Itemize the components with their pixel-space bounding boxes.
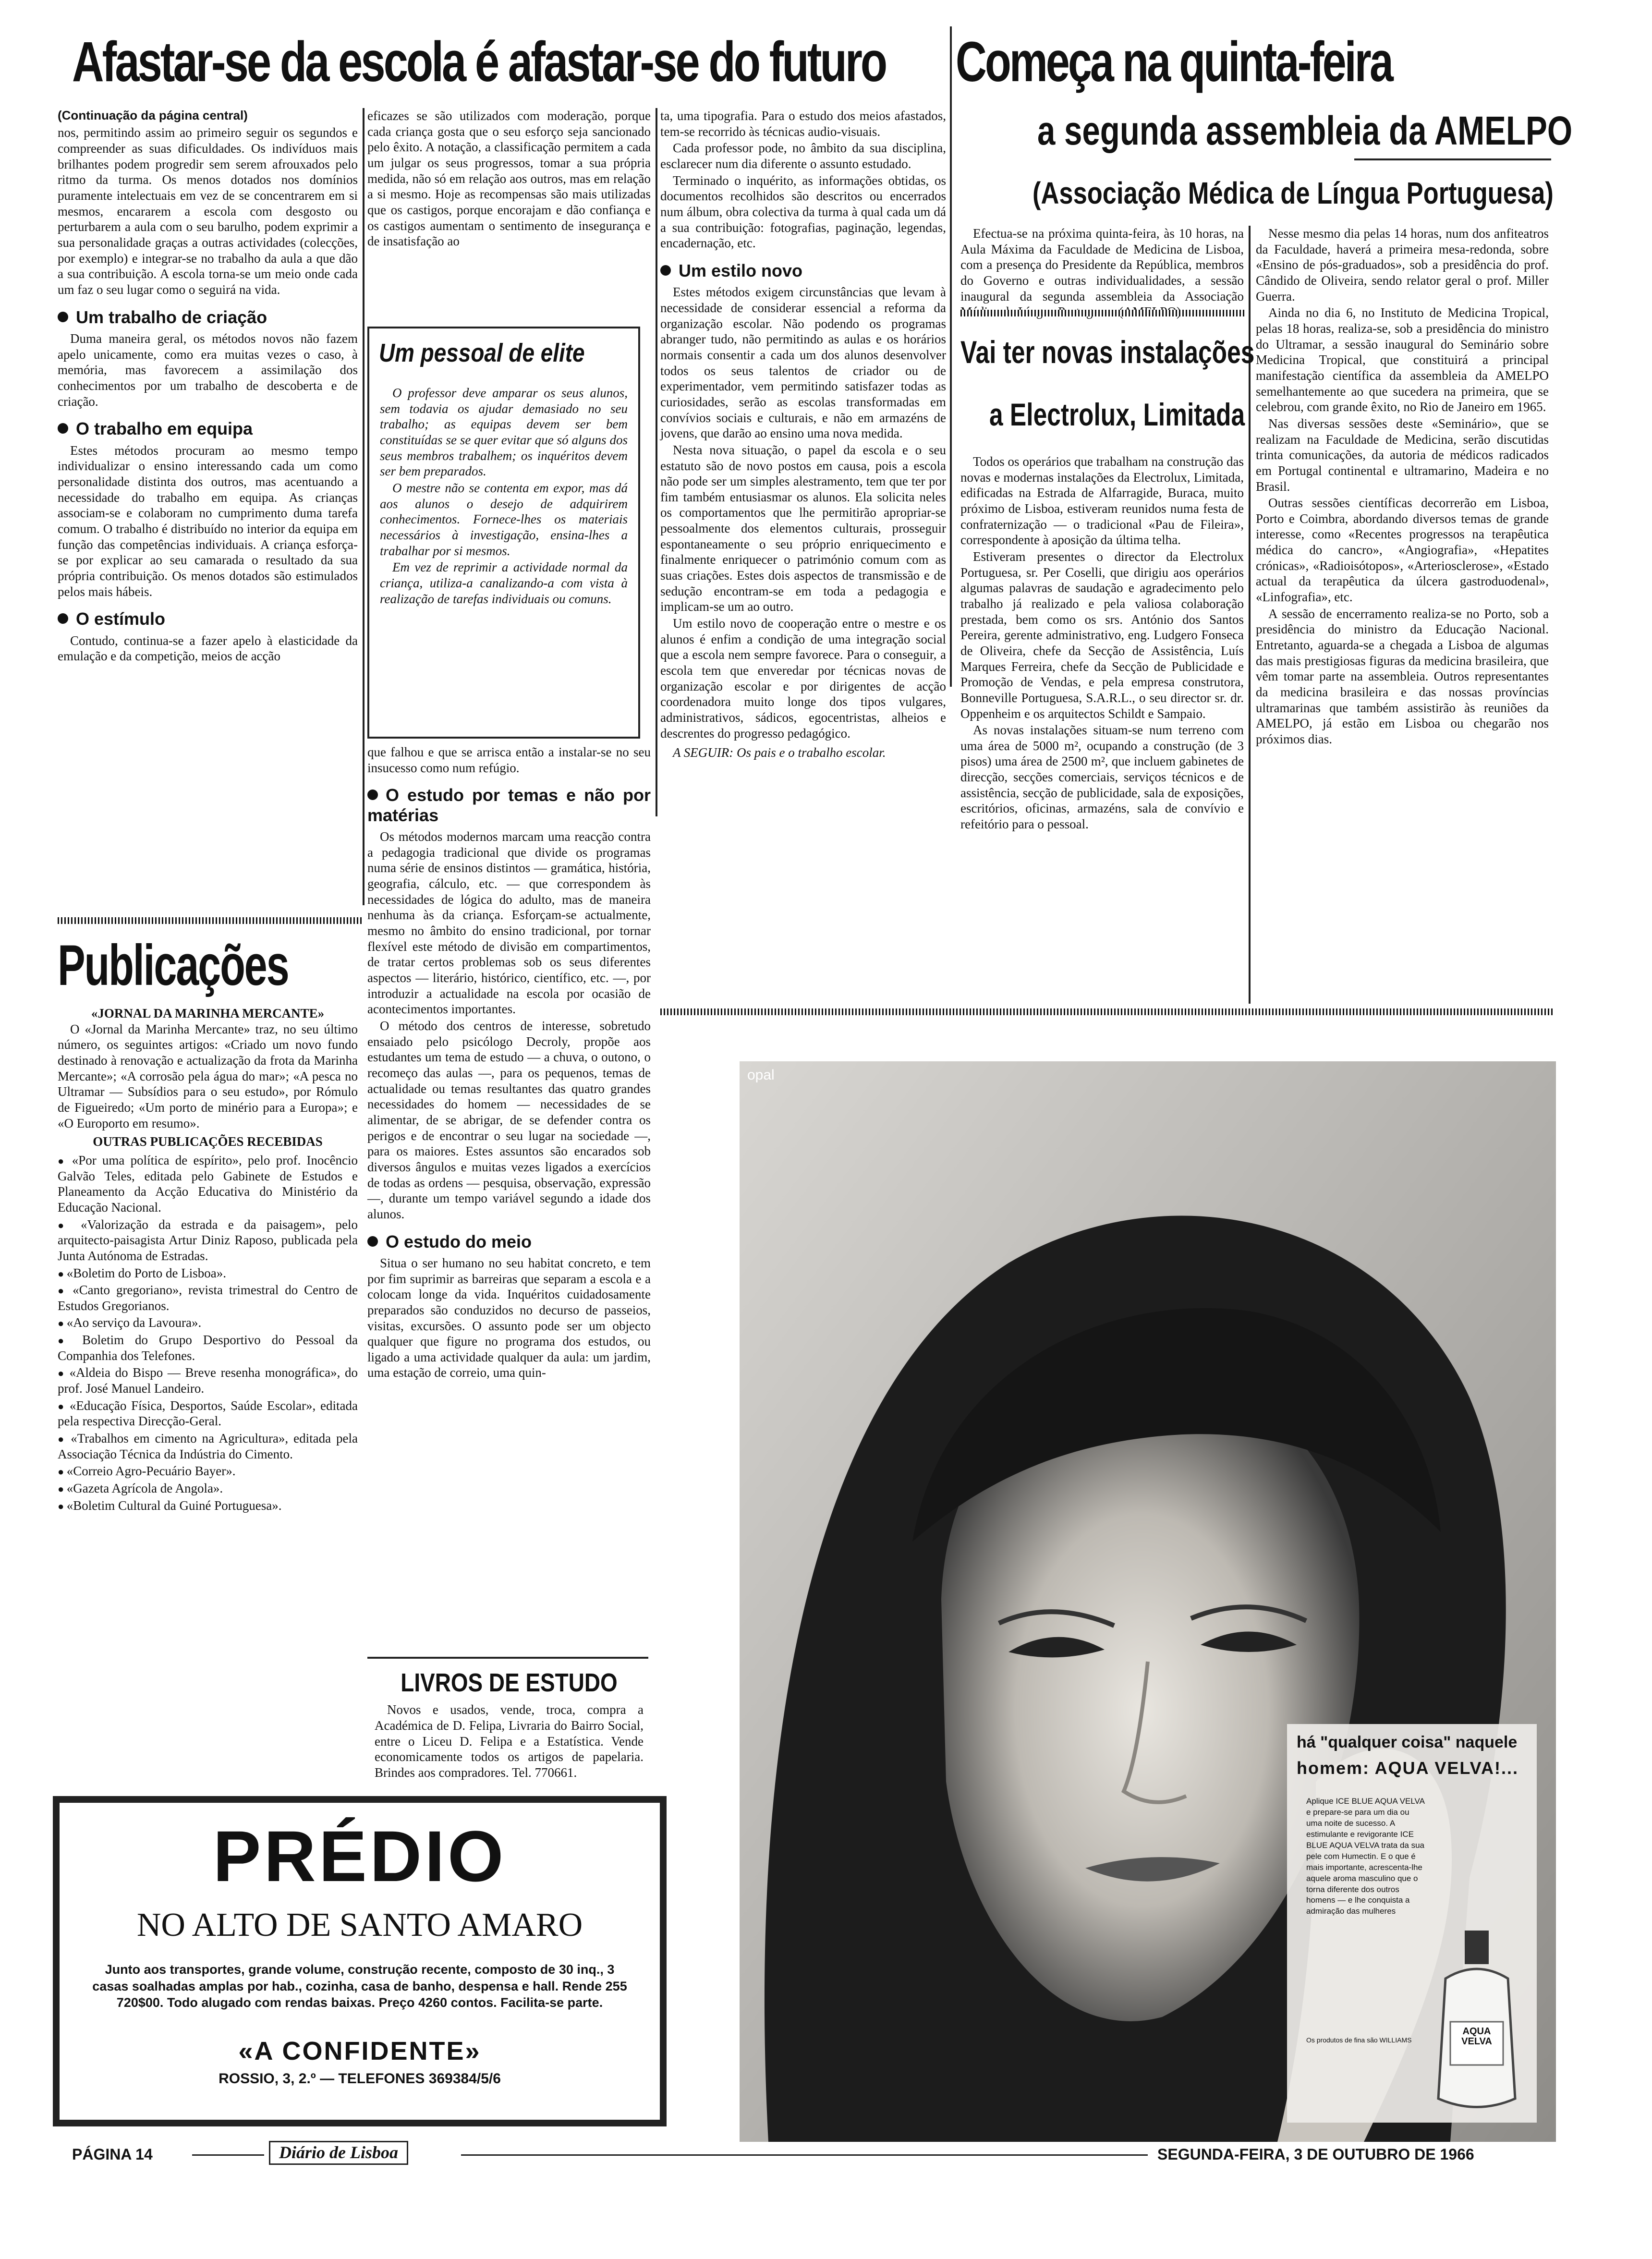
headline-left: Afastar-se da escola é afastar-se do futuro: [72, 30, 886, 94]
list-item: ● «Por uma política de espírito», pelo prof. Inocêncio Galvão Teles, editada pelo Gabinete de Estudos e Planeamento da Acção Educativa do Ministério da Educação Nacional.: [58, 1153, 358, 1215]
ad-body: Aplique ICE BLUE AQUA VELVA e prepare-se para um dia ou uma noite de sucesso. A estimulante e revigorante ICE BLUE AQUA VELVA trata da sua pele com Humectin. E o que é mais importante, acrescenta-lhe aquele aroma masculino que o torna diferente dos outros homens — e lhe conquista a admiração das mulheres: [1306, 1797, 1425, 1916]
next-article: A SEGUIR: Os pais e o trabalho escolar.: [673, 745, 886, 760]
article-paragraph: Os métodos modernos marcam uma reacção contra a pedagogia tradicional que divide os programas numa série de ensinos distintos — gramática, história, geografia, cálculo, etc. — que correspondem às necessidades de lógica do adulto, mas de maneira nenhuma às da criança. Esforçam-se actualmente, mesmo no âmbito do ensino tradicional, por tornar flexível este método de divisão em compartimentos, de tratar certos problemas sob os seus diferentes aspectos — literário, histórico, científico, etc. —, por introduzir a actualidade na escola por ocasião de acontecimentos importantes.: [367, 829, 651, 1017]
outras-title: OUTRAS PUBLICAÇÕES RECEBIDAS: [93, 1134, 323, 1149]
article-paragraph: O método dos centros de interesse, sobretudo ensaiado pelo psicólogo Decroly, propõe aos estudantes um tema de estudo — a chuva, o outono, o recomeço das aulas —, para os pequenos, temas de actualidade ou temas resultantes das quatro grandes necessidades do homem — necessidades de se alimentar, de se abrigar, de se defender contra os perigos e de encontrar o seu lugar na sociedade —, para os maiores. Estes assuntos são encarados sob diversos ângulos e muitas vezes ligados a exercícios de todas as ordens — pesquisa, observação, expressão —, durante um tempo variável segundo a idade dos alunos.: [367, 1018, 651, 1221]
headline-right-3: (Associação Médica de Língua Portuguesa): [1032, 176, 1554, 210]
publications-title: Publicações: [58, 933, 289, 997]
list-item: ● «Gazeta Agrícola de Angola».: [58, 1481, 358, 1496]
article-col-2-top: [367, 108, 651, 250]
subheading: O estudo do meio: [367, 1232, 651, 1251]
list-item: ● Boletim do Grupo Desportivo do Pessoal da Companhia dos Telefones.: [58, 1332, 358, 1363]
predio-body: Junto aos transportes, grande volume, construção recente, composto de 30 inq., 3 casas soalhadas amplas por hab., cozinha, casa de banho, despensa e hall. Rende 255 720$00. Todo alugado com rendas baixas. Preço 4260 contos. Facilita-se parte.: [92, 1962, 627, 2010]
ad-headline-2: homem: AQUA VELVA!...: [1297, 1758, 1519, 1778]
article-paragraph: Um estilo novo de cooperação entre o mestre e os alunos é enfim a condição de uma integração social que a escola nem sempre favorece. Para o conseguir, a escola tem que enveredar por técnicas novas de organização escolar e por dirigentes de acção coordenadora muito longe dos tipos vulgares, administrativos, sádicos, egocentristas, alheios e descrentes do progresso pedagógico.: [660, 616, 946, 741]
article-paragraph: eficazes se são utilizados com moderação, porque cada criança gosta que o seu esforço seja sancionado pelo êxito. A notação, a classificação permitem a cada um julgar os seus progressos, tomar a sua própria medida, não só em relação aos outros, mas em relação a si mesmo. Hoje as recompensas são mais utilizadas que os castigos, porque encorajam e dão confiança e os castigos aumentam o sentimento de insegurança e de insatisfação ao: [367, 109, 651, 249]
continuation-note: (Continuação da página central): [58, 108, 248, 122]
predio-ad: [53, 1796, 667, 2126]
elite-box: [367, 327, 640, 739]
electrolux-title-1: Vai ter novas instalações: [960, 334, 1255, 370]
list-item: ● «Aldeia do Bispo — Breve resenha monográfica», do prof. José Manuel Landeiro.: [58, 1365, 358, 1396]
predio-address: ROSSIO, 3, 2.º — TELEFONES 369384/5/6: [219, 2071, 501, 2087]
article-paragraph: ta, uma tipografia. Para o estudo dos meios afastados, tem-se recorrido às técnicas audio-visuais.: [660, 109, 946, 139]
issue-date: SEGUNDA-FEIRA, 3 DE OUTUBRO DE 1966: [1157, 2146, 1474, 2163]
article-paragraph: Nesse mesmo dia pelas 14 horas, num dos anfiteatros da Faculdade, haverá a primeira mesa-redonda, sobre «Ensino de pós-graduados», sob a presidência do prof. Cândido de Oliveira, sendo relator geral o prof. Miller Guerra.: [1256, 226, 1549, 304]
jornal-title: «JORNAL DA MARINHA MERCANTE»: [91, 1006, 325, 1020]
aftershave-bottle-icon: [1431, 1926, 1522, 2118]
headline-right-2: a segunda assembleia da AMELPO: [1037, 108, 1573, 153]
livros-text: Novos e usados, vende, troca, compra a Académica de D. Felipa, Livraria do Bairro Social, entre o Liceu D. Felipa e a Estatística. Vende economicamente todos os artigos de papelaria. Brindes aos compradores. Tel. 770661.: [375, 1702, 644, 1780]
article-paragraph: Contudo, continua-se a fazer apelo à elasticidade da emulação e da competição, meios de acção: [58, 633, 358, 664]
headline-right-1: Começa na quinta-feira: [956, 30, 1392, 94]
subheading: O estudo por temas e não por matérias: [367, 785, 651, 825]
article-paragraph: nos, permitindo assim ao primeiro seguir os segundos e compreender as suas dificuldades. Os indivíduos mais brilhantes podem progredir sem serem afrouxados pelo ritmo da turma. Os menos dotados nos domínios puramente intelectuais em vez de se concentrarem em si mesmos, encararem a escola com desgosto ou perturbarem a aula com o seu barulho, podem exprimir a sua personalidade graças a outras actividades (colecções, por exemplo) e integrar-se no trabalho da aula a que dão a sua contribuição. A escola torna-se um meio onde cada um faz o seu lugar como o seguirá na vida.: [58, 125, 358, 297]
article-paragraph: Terminado o inquérito, as informações obtidas, os documentos recolhidos são descritos ou encerrados num álbum, obra colectiva da turma à qual cada um dá a sua contribuição: fotografias, paginação, legendas, encadernação, etc.: [660, 173, 946, 251]
page-number: PÁGINA 14: [72, 2146, 153, 2163]
subheading: O trabalho em equipa: [58, 419, 358, 438]
ad-brand-tag: opal: [747, 1067, 775, 1083]
list-item: ● «Boletim Cultural da Guiné Portuguesa».: [58, 1498, 358, 1514]
article-paragraph: Duma maneira geral, os métodos novos não fazem apelo unicamente, como era muitas vezes o caso, à memória, mas favorecem a assimilação dos conhecimentos por um trabalho de descoberta e de criação.: [58, 331, 358, 409]
list-item: ● «Boletim do Porto de Lisboa».: [58, 1265, 358, 1281]
article-paragraph: Estes métodos exigem circunstâncias que levam à necessidade de considerar essencial a reforma da organização escolar. Não podendo os programas abranger tudo, não permitindo as aulas e os horários normais consentir a cada um dos alunos desenvolver todos os seus talentos de criador ou de experimentador, vem permitindo satisfazer todas as curiosidades, serão as escolas transformadas em convívios sociais e culturais, e não em armazéns de jovens, que darão ao ensino uma nova medida.: [660, 285, 946, 441]
article-paragraph: As novas instalações situam-se num terreno com uma área de 5000 m², ocupando a construção (de 3 pisos) uma área de 2500 m², que incluem gabinetes de direcção, secções comerciais, serviços técnicos e de assistência, secção de publicidade, sala de exposições, escritórios, oficinas, armazéns, sala de convívio e refeitório para o pessoal.: [960, 723, 1244, 832]
article-col-1: [58, 108, 358, 665]
amelpo-col-2: [1256, 226, 1549, 748]
electrolux-body: [960, 454, 1244, 833]
article-paragraph: O «Jornal da Marinha Mercante» traz, no seu último número, os seguintes artigos: «Criado um novo fundo destinado à renovação e actualização da frota da Marinha Mercante»; «A corrosão pela água do mar»; «A pesca no Ultramar — Subsídios para o seu estudo», por Rómulo de Figueiredo; «Um porto de minério para a Europa»; e «O Europorto em resumo».: [58, 1021, 358, 1130]
subheading: Um estilo novo: [660, 261, 946, 280]
article-paragraph: Cada professor pode, no âmbito da sua disciplina, esclarecer num dia diferente o assunto estudado.: [660, 141, 946, 171]
elite-paragraph: O mestre não se contenta em expor, mas dá aos alunos o desejo de adquirirem conhecimentos. Fornece-lhes os materiais necessários à investigação, ensina-lhes a trabalhar por si mesmos.: [380, 480, 628, 558]
list-item: ● «Canto gregoriano», revista trimestral do Centro de Estudos Gregorianos.: [58, 1282, 358, 1313]
publications-section: [58, 933, 358, 1515]
amelpo-col-1: [960, 226, 1244, 321]
article-paragraph: Estiveram presentes o director da Electrolux Portuguesa, sr. Per Coselli, que dirigiu aos operários algumas palavras de saudação e agradecimento pelo trabalho já realizado e pela valiosa colaboração prestada, bem como os srs. António dos Santos Pereira, gerente administrativo, eng. Ludgero Fonseca de Oliveira, chefe da Secção de Assistência, Luís Marques Ferreira, chefe da Secção de Publicidade e Promoção de Vendas, e pela empresa construtora, Bonneville Portuguesa, S.A.R.L., o seu director sr. dr. Oppenheim e os arquitectos Schildt e Sampaio.: [960, 549, 1244, 721]
predio-title: PRÉDIO: [213, 1816, 507, 1896]
ad-maker: Os produtos de fina são WILLIAMS: [1306, 2036, 1412, 2044]
livros-section: [375, 1669, 644, 1782]
list-item: ● «Educação Física, Desportos, Saúde Escolar», editada pela respectiva Direcção-Geral.: [58, 1398, 358, 1429]
aqua-velva-ad: [740, 1061, 1556, 2142]
article-paragraph: Todos os operários que trabalham na construção das novas e modernas instalações da Electrolux, Limitada, edificadas na Estrada de Alfarragide, Buraca, muito próximo de Lisboa, estiveram reunidos numa festa de confraternização — o tradicional «Pau de Fileira», correspondente à aposição da última telha.: [960, 454, 1244, 547]
article-paragraph: Efectua-se na próxima quinta-feira, às 10 horas, na Aula Máxima da Faculdade de Medicina de Lisboa, com a presença do Presidente da República, membros do Governo e outras individualidades, a sessão inaugural da segunda assembleia da Associação: [960, 226, 1244, 304]
article-paragraph: Situa o ser humano no seu habitat concreto, e tem por fim suprimir as barreiras que separam a escola e a colocam longe da vida. Inquéritos cuidadosamente preparados são conduzidos no decurso de passeios, visitas, excursões. O assunto pode ser um objecto qualquer que figure no programa dos estudos, ou ligado a uma actividade qualquer da aula: um jardim, uma estação de correio, uma quin-: [367, 1255, 651, 1380]
article-paragraph: Ainda no dia 6, no Instituto de Medicina Tropical, pelas 18 horas, realiza-se, sob a presidência do ministro do Ultramar, a sessão inaugural do Seminário sobre Medicina Tropical, que constituirá a principal manifestação científica da assembleia da AMELPO semelhantemente ao que sucedera na primeira, que se celebrou, com grande êxito, no Rio de Janeiro em 1965.: [1256, 305, 1549, 414]
article-paragraph: A sessão de encerramento realiza-se no Porto, sob a presidência do ministro da Educação Nacional. Entretanto, aguarda-se a chegada a Lisboa de algumas das mais prestigiosas figuras da medicina brasileira, que vêm tomar parte na assembleia. Outros representantes da medicina brasileira e das nossas províncias ultramarinas que também assistirão às reuniões da AMELPO, já estão em Lisboa ou chegarão nos próximos dias.: [1256, 606, 1549, 746]
list-item: ● «Correio Agro-Pecuário Bayer».: [58, 1463, 358, 1479]
ad-copy-panel: [1287, 1724, 1537, 2123]
predio-agency: «A CONFIDENTE»: [238, 2037, 481, 2065]
article-paragraph: Nas diversas sessões deste «Seminário», que se realizam na Faculdade de Medicina, serão discutidas trinta comunicações, da autoria de médicos radicados em Portugal continental e ultramarino, Madeira e no Brasil.: [1256, 416, 1549, 494]
list-item: ● «Trabalhos em cimento na Agricultura», editada pela Associação Técnica da Indústria do Cimento.: [58, 1431, 358, 1462]
masthead: Diário de Lisboa: [269, 2141, 408, 2165]
predio-subtitle: NO ALTO DE SANTO AMARO: [136, 1907, 583, 1943]
elite-paragraph: Em vez de reprimir a actividade normal da criança, utiliza-a canalizando-a com vista à realização de tarefas individuais ou comuns.: [380, 560, 628, 606]
subheading: Um trabalho de criação: [58, 307, 358, 327]
electrolux-title-2: a Electrolux, Limitada: [989, 397, 1245, 432]
publications-list: [58, 1153, 358, 1513]
ad-headline-1: há "qualquer coisa" naquele: [1297, 1733, 1518, 1751]
article-paragraph: Nesta nova situação, o papel da escola e o seu estatuto são de novo postos em causa, pois a escola não pode ser um simples alestramento, tem que ter por fim também entusiasmar os alunos. Ela solicita neles os comportamentos que lhe permitirão apropriar-se pessoalmente dos elementos culturais, prosseguir espontaneamente o seu próprio enriquecimento e finalmente enriquecer o património comum com as suas criações. Estes dois aspectos de transmissão e de sedução encontram-se em toda a pedagogia e implicam-se um ao outro.: [660, 442, 946, 614]
list-item: ● «Valorização da estrada e da paisagem», pelo arquitecto-paisagista Artur Diniz Raposo, publicada pela Junta Autónoma de Estradas.: [58, 1217, 358, 1264]
subheading: O estímulo: [58, 609, 358, 629]
article-paragraph: Estes métodos procuram ao mesmo tempo individualizar o ensino interessando cada um como personalidade distinta dos outros, mas acentuando a necessidade do trabalho em equipa. As crianças associam-se e colaboram no cumprimento duma tarefa comum. O trabalho é distribuído no interior da equipa em função das competências individuais. A criança esforça-se por explicar ao seu camarada o resultado da sua própria contribuição. Os menos dotados são estimulados pelos mais hábeis.: [58, 443, 358, 599]
bottle-label: AQUA VELVA: [1461, 2026, 1492, 2047]
article-col-2-bottom: [367, 744, 651, 1382]
list-item: ● «Ao serviço da Lavoura».: [58, 1315, 358, 1331]
article-col-3: [660, 108, 946, 762]
article-paragraph: que falhou e que se arrisca então a instalar-se no seu insucesso como num refúgio.: [367, 745, 651, 775]
article-paragraph: Outras sessões científicas decorrerão em Lisboa, Porto e Coimbra, abordando diversos temas de grande interesse, como «Recentes progressos na terapêutica médica do cancro», «Angiografia», «Hepatites crónicas», «Radioisótopos», «Arteriosclerose», «Estado actual da terapêutica da úlcera gastroduodenal», «Linfografia», etc.: [1256, 496, 1549, 605]
elite-paragraph: O professor deve amparar os seus alunos, sem todavia os ajudar demasiado no seu trabalho; as equipas devem ser bem constituídas se se quer evitar que só alguns dos seus membros trabalhem; os inquéritos devem ser bem preparados.: [380, 386, 628, 479]
elite-title: Um pessoal de elite: [379, 339, 585, 367]
livros-title: LIVROS DE ESTUDO: [401, 1668, 618, 1697]
